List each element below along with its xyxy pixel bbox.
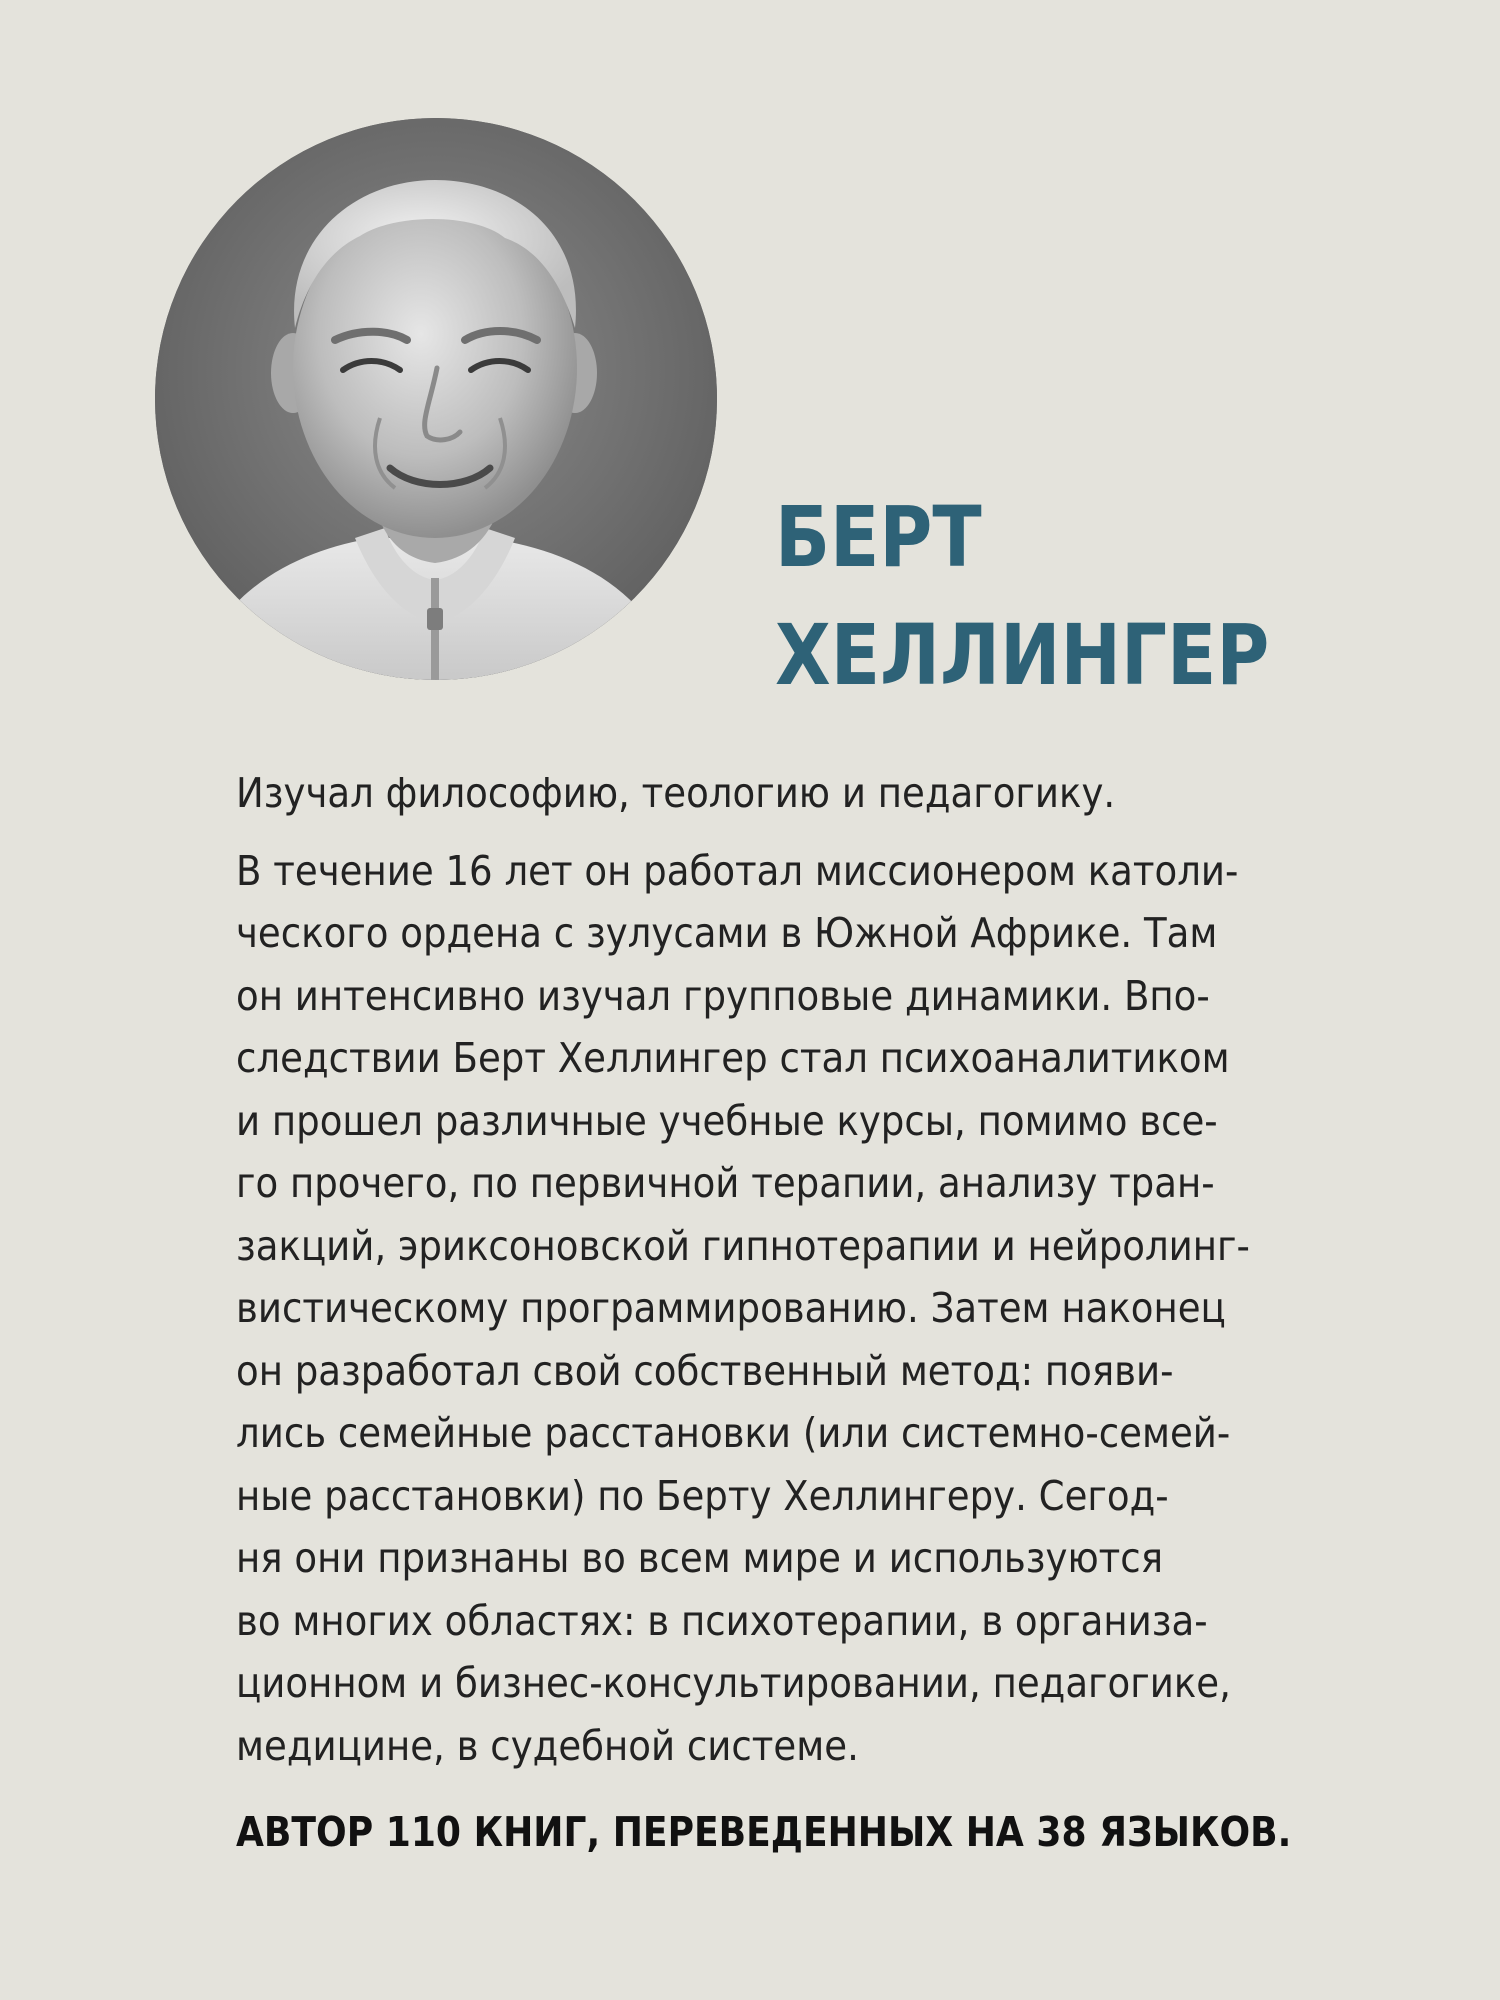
bio-line: медицине, в судебной системе. — [236, 1721, 859, 1770]
bio-line: и прошел различные учебные курсы, помимо все- — [236, 1096, 1218, 1145]
author-portrait — [155, 118, 717, 680]
author-books-claim: АВТОР 110 КНИГ, ПЕРЕВЕДЕННЫХ НА 38 ЯЗЫКОВ. — [236, 1808, 1292, 1856]
author-first-name: БЕРТ — [775, 488, 982, 586]
bio-line: он интенсивно изучал групповые динамики. Впо- — [236, 971, 1210, 1020]
bio-line: ционном и бизнес-консультировании, педагогике, — [236, 1659, 1231, 1707]
bio-line: ные расстановки) по Берту Хеллингеру. Сегод- — [236, 1471, 1169, 1520]
bio-line: он разработал свой собственный метод: появи- — [236, 1346, 1174, 1395]
bio-line: ческого ордена с зулусами в Южной Африке. Там — [236, 909, 1218, 957]
bio-line: лись семейные расстановки (или системно-семей- — [236, 1409, 1231, 1457]
bio-line: закций, эриксоновской гипнотерапии и нейролинг- — [236, 1221, 1250, 1270]
bio-line: В течение 16 лет он работал миссионером католи- — [236, 846, 1239, 895]
bio-line: го прочего, по первичной терапии, анализу тран- — [236, 1159, 1215, 1207]
bio-line: во многих областях: в психотерапии, в организа- — [236, 1596, 1208, 1645]
author-biography — [236, 762, 1376, 1777]
bio-line: ня они признаны во всем мире и используются — [236, 1534, 1164, 1582]
author-last-name: ХЕЛЛИНГЕР — [775, 606, 1270, 704]
author-name — [775, 478, 1269, 714]
author-photo-illustration — [155, 118, 717, 680]
bio-line: следствии Берт Хеллингер стал психоаналитиком — [236, 1034, 1230, 1082]
bio-intro: Изучал философию, теологию и педагогику. — [236, 769, 1116, 817]
bio-line: вистическому программированию. Затем наконец — [236, 1284, 1226, 1332]
